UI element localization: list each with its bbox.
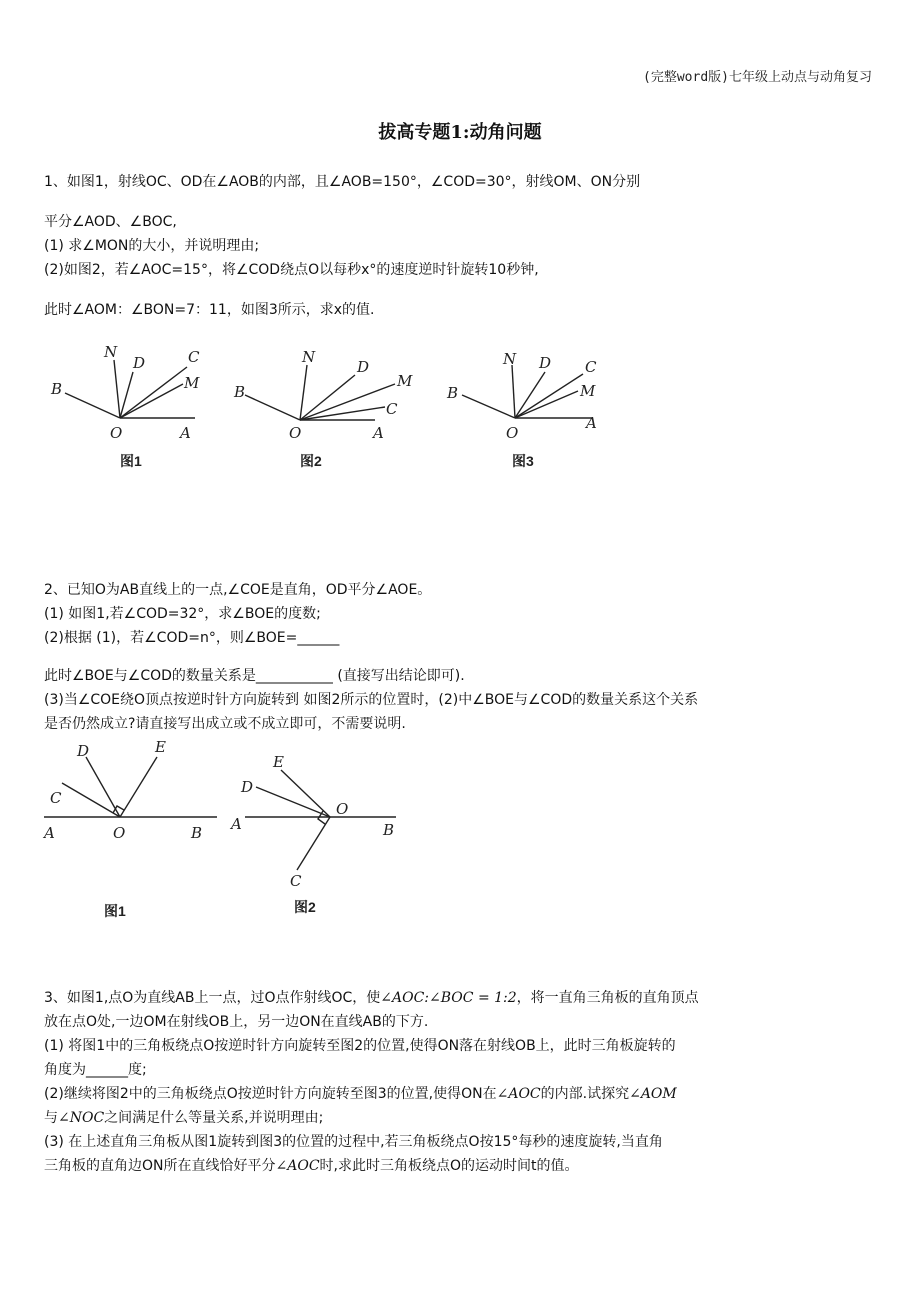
ray-om bbox=[120, 384, 183, 418]
q2-line-6: 是否仍然成立?请直接写出成立或不成立即可，不需要说明. bbox=[44, 716, 406, 732]
q1-line-3: (1) 求∠MON的大小，并说明理由; bbox=[44, 238, 260, 254]
label-m: M bbox=[397, 372, 413, 390]
q3-line-8 bbox=[44, 1156, 579, 1176]
q3-text: 3、如图1,点O为直线AB上一点，过O点作射线OC，使 bbox=[44, 990, 381, 1006]
label-b: B bbox=[234, 383, 246, 401]
label-d: D bbox=[539, 354, 552, 372]
label-e: E bbox=[273, 753, 284, 771]
label-d: D bbox=[357, 358, 370, 376]
q1-line-5: 此时∠AOM：∠BON=7：11，如图3所示，求x的值. bbox=[44, 302, 375, 318]
label-a: A bbox=[44, 824, 55, 842]
label-n: N bbox=[104, 343, 118, 361]
q3-line-2: 放在点O处,一边OM在射线OB上，另一边ON在直线AB的下方. bbox=[44, 1014, 429, 1030]
label-n: N bbox=[302, 348, 316, 366]
q1-figure-1 bbox=[65, 360, 195, 418]
label-c: C bbox=[290, 872, 302, 890]
ray-ob bbox=[65, 393, 120, 418]
ray-od bbox=[120, 372, 133, 418]
ray-ob bbox=[462, 395, 515, 418]
q3-line-3: (1) 将图1中的三角板绕点O按逆时针方向旋转至图2的位置,使得ON落在射线OB上，此时三角板旋转的 bbox=[44, 1038, 676, 1054]
q1-line-1: 1、如图1，射线OC、OD在∠AOB的内部，且∠AOB=150°，∠COD=30°，射线OM、ON分别 bbox=[44, 174, 641, 190]
label-m: M bbox=[184, 374, 200, 392]
q3-angle: ∠NOC bbox=[58, 1110, 105, 1126]
label-c: C bbox=[50, 789, 62, 807]
ray-om bbox=[300, 384, 395, 420]
label-m: M bbox=[580, 382, 596, 400]
label-b: B bbox=[191, 824, 203, 842]
q1-line-4: (2)如图2，若∠AOC=15°，将∠COD绕点O以每秒x°的速度逆时针旋转10秒钟, bbox=[44, 262, 539, 278]
label-a: A bbox=[231, 815, 242, 833]
q3-angle: ∠AOC bbox=[496, 1086, 541, 1102]
q3-text: 三角板的直角边ON所在直线恰好平分 bbox=[44, 1158, 276, 1174]
ray-on bbox=[512, 365, 515, 418]
q2-line-2: (1) 如图1,若∠COD=32°，求∠BOE的度数; bbox=[44, 606, 321, 622]
label-n: N bbox=[503, 350, 517, 368]
ray-od bbox=[86, 757, 120, 817]
fig-caption: 图2 bbox=[300, 453, 322, 469]
label-a: A bbox=[180, 424, 191, 442]
q3-text: 之间满足什么等量关系,并说明理由; bbox=[104, 1110, 324, 1126]
ray-oe bbox=[281, 770, 330, 817]
q1-figure-3 bbox=[462, 365, 592, 418]
label-b: B bbox=[51, 380, 63, 398]
q3-line-1 bbox=[44, 988, 699, 1008]
q3-line-5 bbox=[44, 1084, 677, 1104]
ray-oc bbox=[515, 374, 583, 418]
ray-od bbox=[256, 787, 330, 817]
q3-text: 的内部.试探究 bbox=[540, 1086, 630, 1102]
label-b: B bbox=[383, 821, 395, 839]
ray-oe bbox=[120, 757, 157, 817]
q2-figure-1 bbox=[44, 757, 217, 817]
label-c: C bbox=[386, 400, 398, 418]
ray-oc bbox=[120, 367, 187, 418]
fig-caption: 图2 bbox=[294, 899, 316, 915]
fig-caption: 图1 bbox=[120, 453, 142, 469]
ray-on bbox=[114, 360, 120, 418]
ray-on bbox=[300, 365, 307, 420]
label-c: C bbox=[188, 348, 200, 366]
label-o: O bbox=[289, 424, 302, 442]
document-header: (完整word版)七年级上动点与动角复习 bbox=[643, 70, 872, 85]
label-d: D bbox=[77, 742, 90, 760]
label-o: O bbox=[113, 824, 126, 842]
label-o: O bbox=[110, 424, 123, 442]
label-a: A bbox=[586, 414, 597, 432]
q2-line-4: 此时∠BOE与∠COD的数量关系是___________ (直接写出结论即可). bbox=[44, 668, 465, 684]
q3-ratio: ∠AOC:∠BOC = 1:2 bbox=[380, 990, 517, 1006]
label-o: O bbox=[336, 800, 349, 818]
page-title: 拔高专题1:动角问题 bbox=[378, 122, 542, 143]
label-o: O bbox=[506, 424, 519, 442]
q3-text: (2)继续将图2中的三角板绕点O按逆时针方向旋转至图3的位置,使得ON在 bbox=[44, 1086, 497, 1102]
label-e: E bbox=[155, 738, 166, 756]
ray-oc bbox=[62, 783, 120, 817]
label-c: C bbox=[585, 358, 597, 376]
ray-oc bbox=[297, 817, 330, 870]
q3-angle: ∠AOC bbox=[275, 1158, 320, 1174]
q3-angle: ∠AOM bbox=[629, 1086, 677, 1102]
q2-line-5: (3)当∠COE绕O顶点按逆时针方向旋转到 如图2所示的位置时，(2)中∠BOE与∠COD的数量关系这个关系 bbox=[44, 692, 699, 708]
q3-text: 与 bbox=[44, 1110, 58, 1126]
fig-caption: 图1 bbox=[104, 903, 126, 919]
fig-caption: 图3 bbox=[512, 453, 534, 469]
q3-text: ，将一直角三角板的直角顶点 bbox=[516, 990, 699, 1006]
label-d: D bbox=[241, 778, 254, 796]
q1-figure-2 bbox=[245, 365, 395, 420]
label-b: B bbox=[447, 384, 459, 402]
q2-line-1: 2、已知O为AB直线上的一点,∠COE是直角，OD平分∠AOE。 bbox=[44, 582, 432, 598]
q2-line-3: (2)根据 (1)，若∠COD=n°，则∠BOE=______ bbox=[44, 630, 340, 646]
label-d: D bbox=[133, 354, 146, 372]
q2-figure-2 bbox=[245, 770, 396, 870]
q3-line-7: (3) 在上述直角三角板从图1旋转到图3的位置的过程中,若三角板绕点O按15°每秒的速度旋转,当直角 bbox=[44, 1134, 663, 1150]
q1-line-2: 平分∠AOD、∠BOC, bbox=[44, 214, 177, 230]
q3-line-4: 角度为______度; bbox=[44, 1062, 147, 1078]
ray-ob bbox=[245, 395, 300, 420]
label-a: A bbox=[373, 424, 384, 442]
q3-text: 时,求此时三角板绕点O的运动时间t的值。 bbox=[319, 1158, 579, 1174]
q3-line-6 bbox=[44, 1108, 323, 1128]
